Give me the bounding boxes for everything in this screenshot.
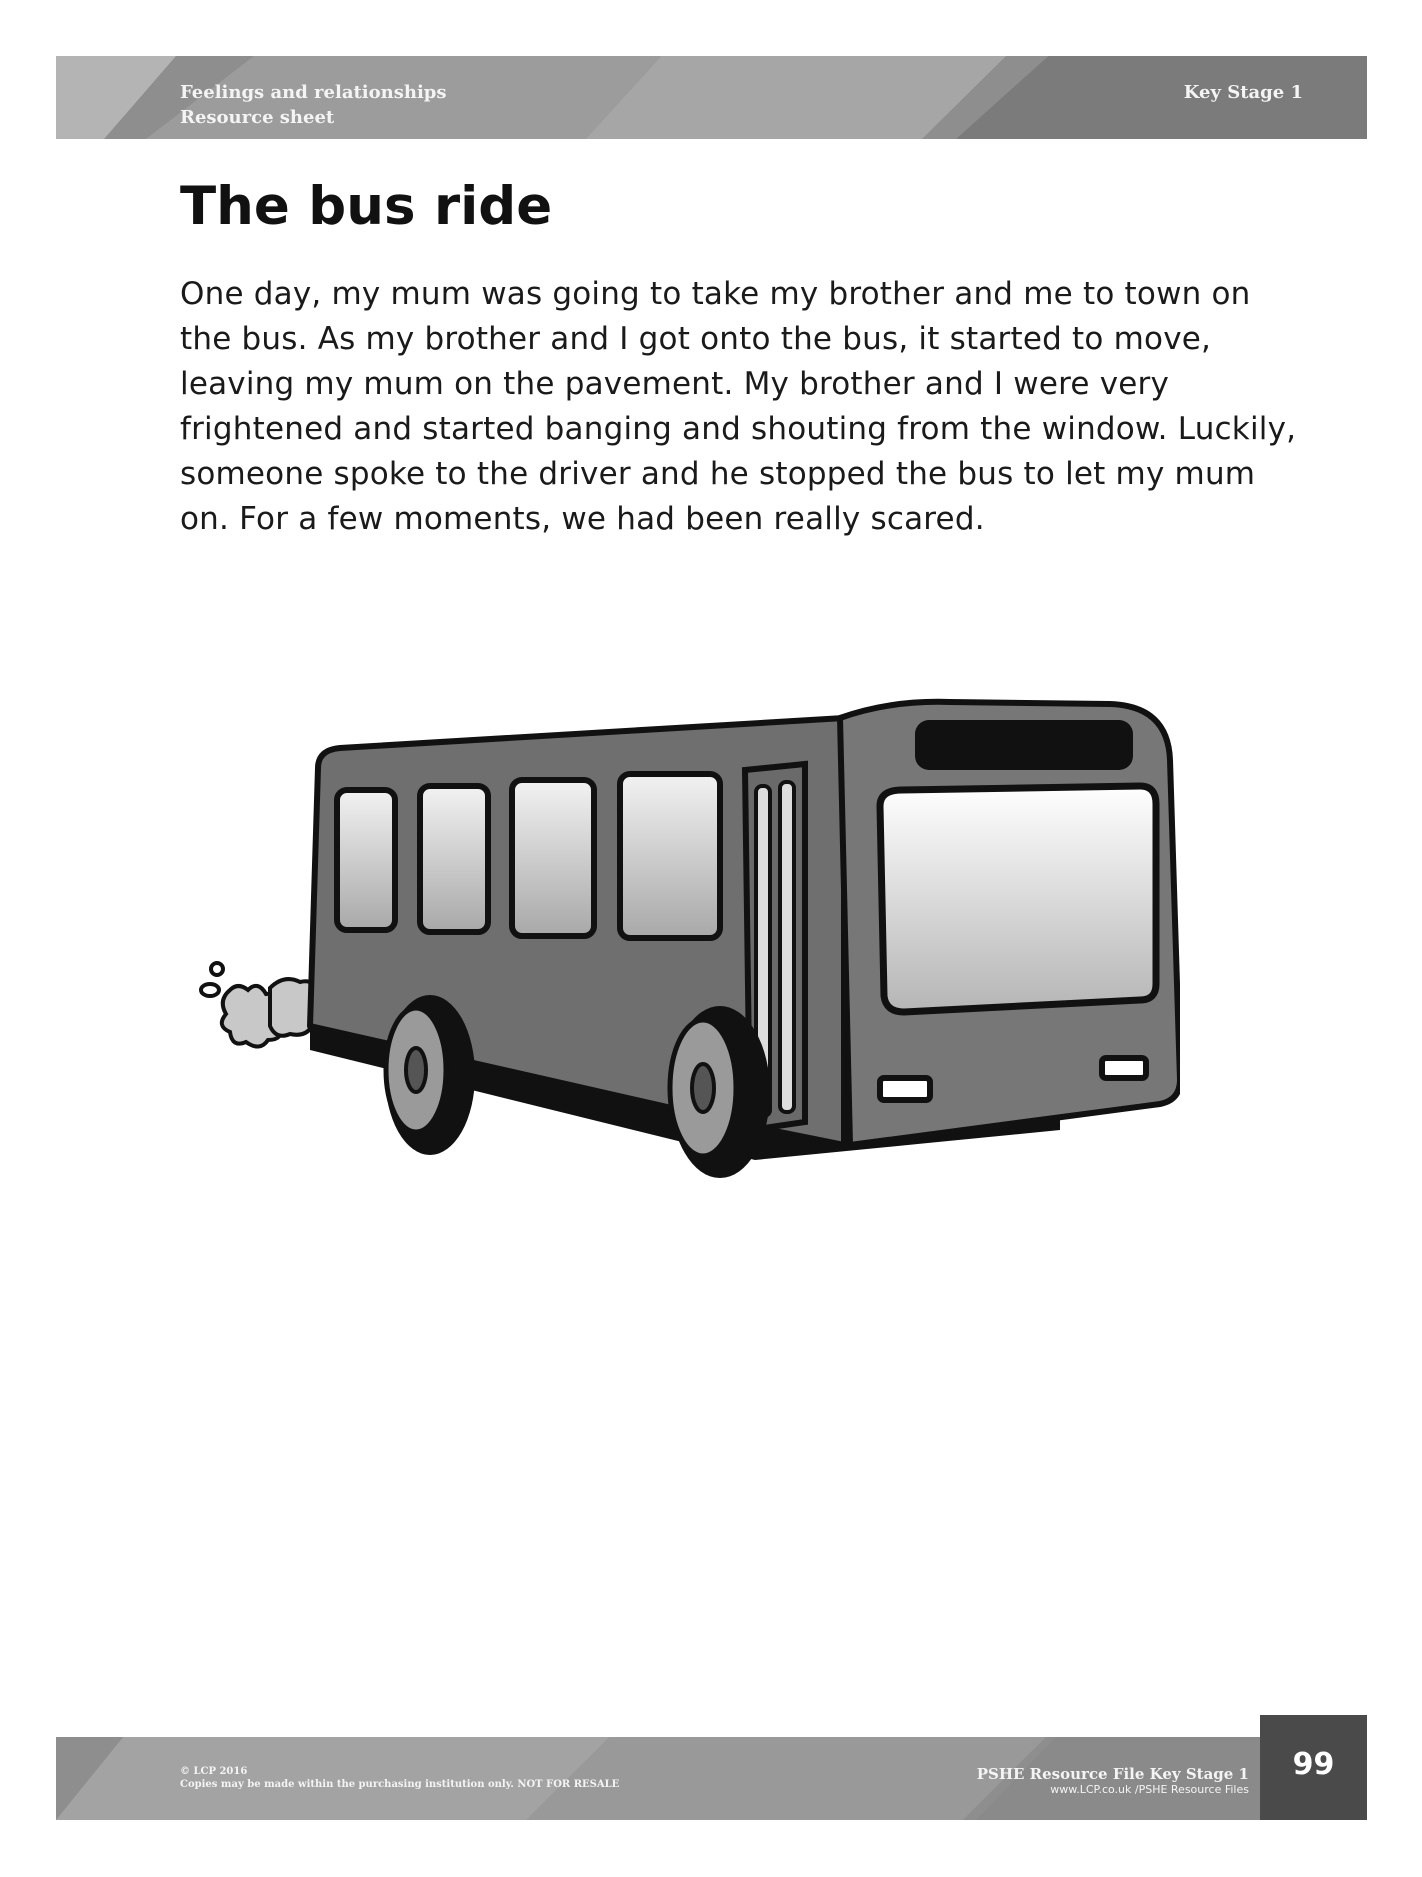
headlight-left — [880, 1078, 930, 1100]
section-subtitle: Resource sheet — [180, 107, 335, 128]
header-stripe — [56, 56, 176, 139]
copy-notice: Copies may be made within the purchasing institution only. NOT FOR RESALE — [180, 1779, 620, 1790]
section-title: Feelings and relationships — [180, 82, 447, 103]
page-number: 99 — [1260, 1715, 1367, 1820]
destination-sign — [915, 720, 1133, 770]
header-section — [180, 80, 447, 130]
page-title: The bus ride — [180, 176, 553, 237]
footer-band — [56, 1737, 1367, 1820]
footer-copyright-block — [180, 1765, 619, 1791]
footer-book-info — [977, 1765, 1249, 1796]
header-band — [56, 56, 1367, 139]
bus-window — [620, 774, 720, 938]
rear-wheel — [385, 995, 475, 1155]
door-panel — [780, 782, 794, 1112]
story-text: One day, my mum was going to take my brother and me to town on the bus. As my brother and I got onto the bus, it started to move, leaving my mum on the pavement. My brother and I were very frightened and started banging and shouting from the window. Luckily, someone spoke to the driver and he stopped the bus to let my mum on. For a few moments, we had been really scared. — [180, 276, 1297, 537]
headlight-right — [1102, 1058, 1146, 1078]
book-title: PSHE Resource File Key Stage 1 — [976, 1765, 1249, 1783]
exhaust-smoke — [201, 963, 322, 1047]
website-link[interactable]: www.LCP.co.uk /PSHE Resource Files — [1050, 1783, 1249, 1796]
bus-illustration — [190, 690, 1180, 1190]
header-stripe — [956, 56, 1367, 139]
bus-window — [512, 780, 594, 936]
front-wheel — [670, 1006, 770, 1178]
bus-icon — [190, 690, 1180, 1190]
key-stage-label: Key Stage 1 — [1183, 82, 1303, 103]
windscreen — [880, 786, 1156, 1012]
bus-window — [337, 790, 395, 930]
copyright-text: © LCP 2016 — [180, 1766, 248, 1777]
bus-window — [420, 786, 488, 932]
